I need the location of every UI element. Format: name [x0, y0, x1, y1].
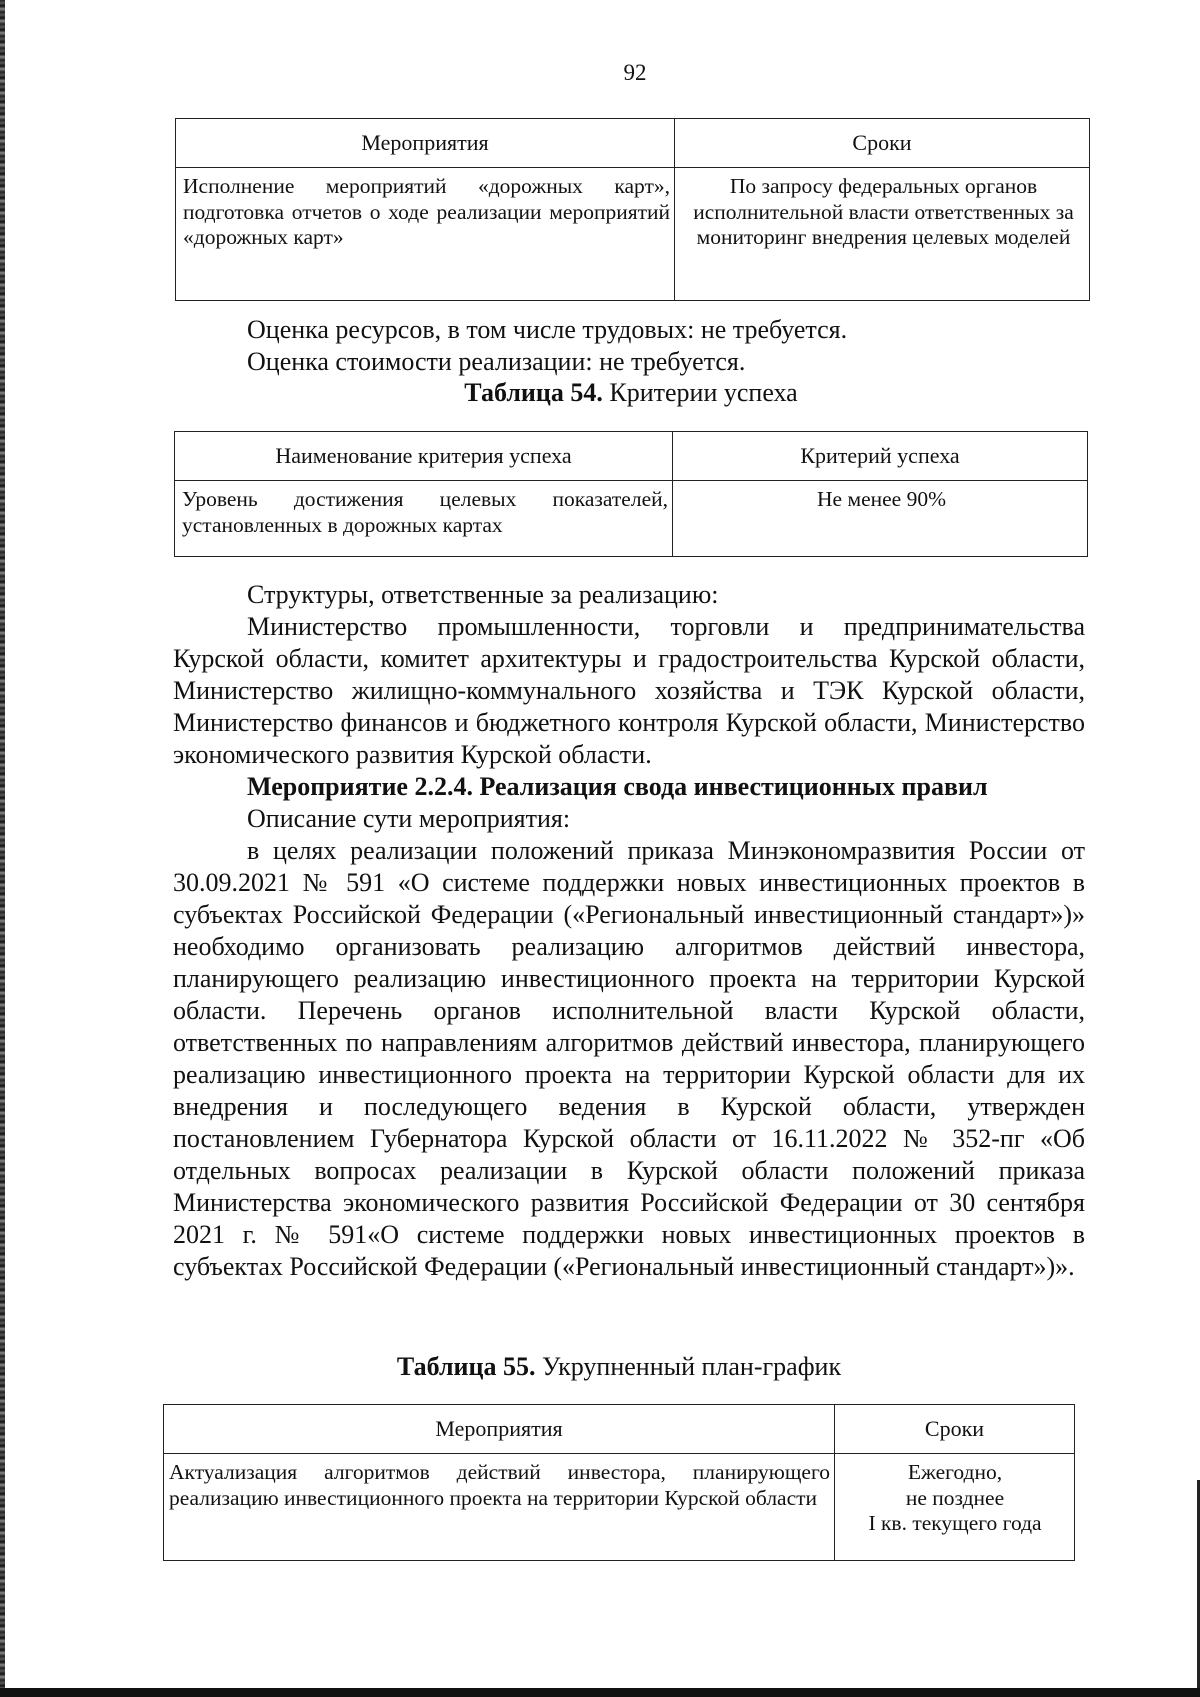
structures-section: [173, 579, 1085, 1283]
measure-heading: Мероприятие 2.2.4. Реализация свода инвестиционных правил: [247, 772, 988, 801]
table-header-cell: Критерий успеха: [673, 432, 1088, 481]
table-cell-criterion-value: Не менее 90%: [673, 481, 1088, 557]
table-header-cell: Сроки: [675, 119, 1090, 168]
table-55-plan-schedule: [163, 1404, 1075, 1561]
table-header-row: [164, 1405, 1075, 1454]
table-cell-term: [835, 1454, 1075, 1561]
term-line: не позднее: [905, 1485, 1005, 1510]
term-line: Ежегодно,: [907, 1460, 1003, 1484]
table-header-row: [175, 432, 1088, 481]
table-cell-event: Актуализация алгоритмов действий инвестора, планирующего реализацию инвестиционного проекта на территории Курской области: [164, 1454, 835, 1561]
table-54-caption: [174, 377, 1088, 409]
table-cell-criterion-name: Уровень достижения целевых показателей, установленных в дорожных картах: [175, 481, 673, 557]
table-header-cell: Наименование критерия успеха: [175, 432, 673, 481]
table-55-caption: [163, 1351, 1075, 1383]
resources-estimate: Оценка ресурсов, в том числе трудовых: не требуется.: [247, 315, 848, 344]
table-55-title: Укрупненный план-график: [542, 1352, 842, 1381]
table-header-cell: Мероприятия: [176, 119, 675, 168]
table-cell-event: Исполнение мероприятий «дорожных карт», подготовка отчетов о ходе реализации мероприятий «дорожных карт»: [176, 168, 675, 301]
structures-heading: Структуры, ответственные за реализацию:: [247, 580, 719, 609]
term-line: I кв. текущего года: [868, 1511, 1042, 1535]
page-number: 92: [623, 60, 647, 85]
structures-text: Министерство промышленности, торговли и предпринимательства Курской области, комитет архитектуры и градостроительства Курской области, Министерство жилищно-коммунального хозяйства и ТЭК Курской области, Министерство финансов и бюджетного контроля Курской области, Министерство экономического развития Курской области.: [173, 612, 1085, 769]
table-54-success-criteria: [174, 431, 1088, 557]
table-header-row: [176, 119, 1090, 168]
table-road-maps: [175, 118, 1090, 301]
table-header-cell: Мероприятия: [164, 1405, 835, 1454]
table-row: [176, 168, 1090, 301]
scan-edge-left: [0, 0, 5, 1697]
table-54-title: Критерии успеха: [609, 378, 798, 407]
description-label: Описание сути мероприятия:: [247, 804, 571, 833]
scan-edge-bottom: [0, 1688, 1200, 1697]
cost-estimate: Оценка стоимости реализации: не требуется.: [247, 347, 746, 376]
description-text: в целях реализации положений приказа Минэкономразвития России от 30.09.2021 № 591 «О системе поддержки новых инвестиционных проектов в субъектах Российской Федерации («Региональный инвестиционный стандарт»)» необходимо организовать реализацию алгоритмов действий инвестора, планирующего реализацию инвестиционного проекта на территории Курской области. Перечень органов исполнительной власти Курской области, ответственных по направлениям алгоритмов действий инвестора, планирующего реализацию инвестиционного проекта на территории Курской области для их внедрения и последующего ведения в Курской области, утвержден постановлением Губернатора Курской области от 16.11.2022 № 352-пг «Об отдельных вопросах реализации в Курской области положений приказа Министерства экономического развития Российской Федерации от 30 сентября 2021 г. № 591«О системе поддержки новых инвестиционных проектов в субъектах Российской Федерации («Региональный инвестиционный стандарт»)».: [173, 836, 1085, 1281]
table-cell-term: По запросу федеральных органов исполнительной власти ответственных за мониторинг внедрения целевых моделей: [675, 168, 1090, 301]
table-54-label: Таблица 54.: [464, 378, 603, 407]
table-row: [175, 481, 1088, 557]
table-55-label: Таблица 55.: [396, 1352, 536, 1381]
table-row: [164, 1454, 1075, 1561]
table-header-cell: Сроки: [835, 1405, 1075, 1454]
